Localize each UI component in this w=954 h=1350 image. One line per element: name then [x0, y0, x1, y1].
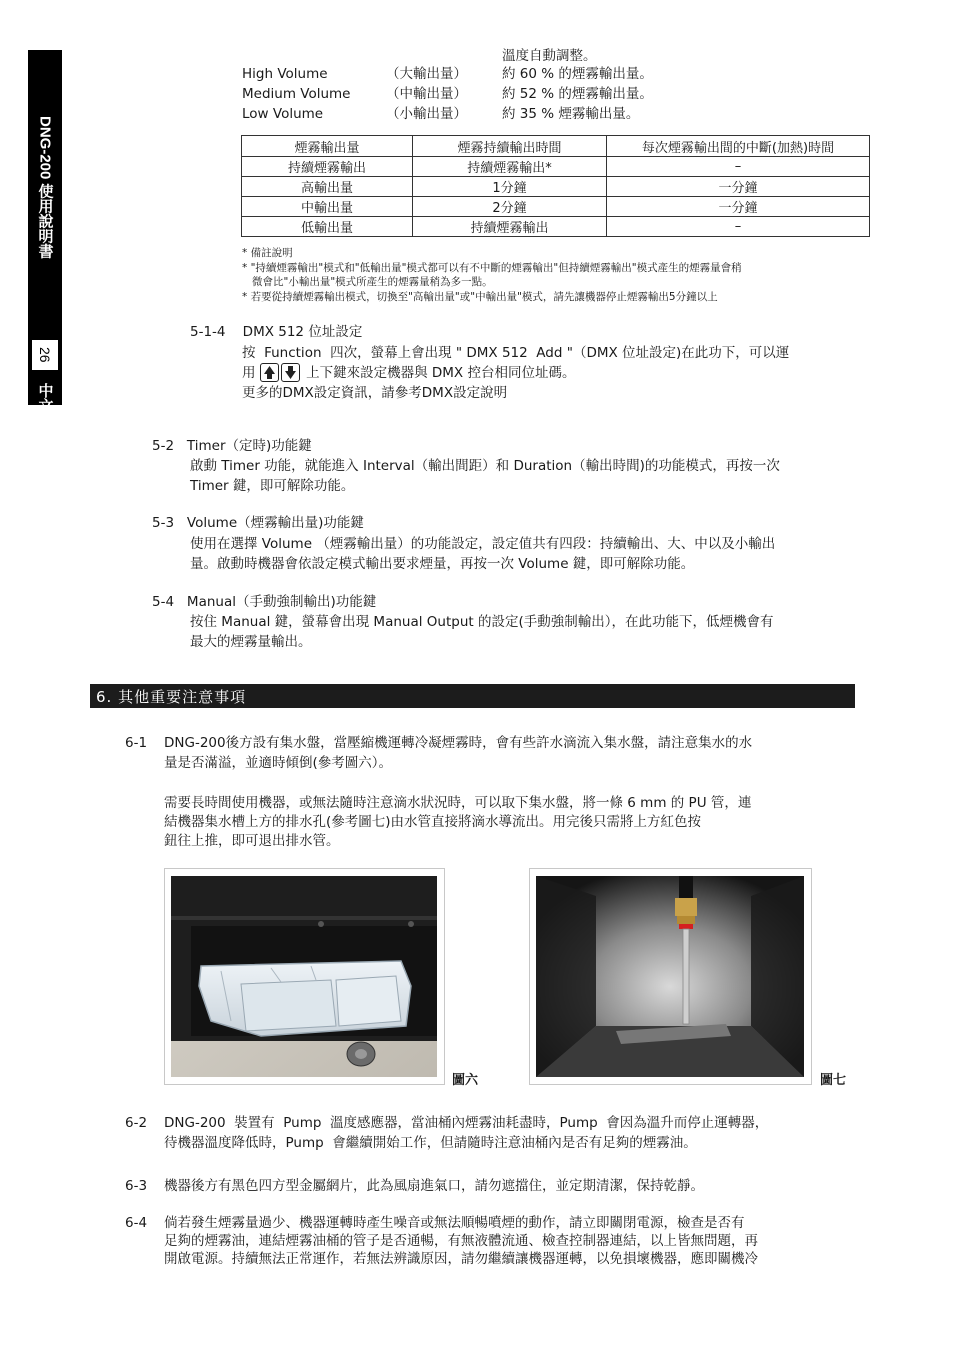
note-line: * 若要從持續煙霧輸出模式，切換至"高輸出量"或"中輸出量"模式，請先讓機器停止煙霧輸出5分鐘以上: [242, 291, 718, 303]
s63-number: 6-3: [125, 1178, 148, 1194]
page-number: 26: [32, 340, 58, 370]
volume-intro: 溫度自動調整。: [502, 48, 597, 64]
table-row: [242, 197, 870, 217]
s61-number: 6-1: [125, 735, 148, 751]
table-cell: 一分鐘: [607, 177, 870, 197]
s514-line2-prefix: 用: [242, 365, 256, 381]
table-row: [242, 177, 870, 197]
table-header-row: [242, 136, 870, 157]
s61-line: DNG-200後方設有集水盤，當壓縮機運轉冷凝煙霧時，會有些許水滴流入集水盤，請注意集水的水: [164, 735, 753, 751]
s61-extra-line: 鈕往上推，即可退出排水管。: [164, 833, 340, 849]
figure-7-label: 圖七: [820, 1073, 847, 1088]
drain-hole-photo-icon: [536, 876, 804, 1077]
s52-line: Timer 鍵，即可解除功能。: [190, 478, 355, 494]
table-header: 每次煙霧輸出間的中斷(加熱)時間: [607, 136, 870, 157]
volume-high-cn: （大輸出量）: [386, 66, 467, 82]
table-cell: 高輸出量: [242, 177, 413, 197]
section-6-header: [90, 684, 855, 708]
volume-medium-name: Medium Volume: [242, 86, 351, 102]
table-cell: 持續煙霧輸出*: [413, 157, 607, 177]
volume-low-desc: 約 35 % 煙霧輸出量。: [502, 106, 640, 122]
table-cell: 低輸出量: [242, 217, 413, 237]
table-cell: 1分鐘: [413, 177, 607, 197]
note-line: * 備註說明: [242, 247, 293, 259]
s52-heading: 5-2 Timer（定時)功能鍵: [152, 438, 312, 454]
note-line: * "持續煙霧輸出"模式和"低輸出量"模式都可以有不中斷的煙霧輸出"但持續煙霧輸出"模式產生的煙霧量會稍: [242, 262, 742, 274]
figure-6-label: 圖六: [452, 1073, 479, 1088]
table-header: 煙霧輸出量: [242, 136, 413, 157]
s514-line2: [242, 363, 575, 383]
s61-extra-line: 需要長時間使用機器，或無法隨時注意滴水狀況時，可以取下集水盤，將一條 6 mm 的 PU 管，連: [164, 795, 752, 811]
volume-high-name: High Volume: [242, 66, 328, 82]
table-row: [242, 217, 870, 237]
s64-line: 開啟電源。持續無法正常運作，若無法辨識原因，請勿繼續讓機器運轉，以免損壞機器，應即關機冷: [164, 1251, 758, 1267]
side-tab: [28, 50, 62, 413]
volume-medium-desc: 約 52 % 的煙霧輸出量。: [502, 86, 653, 102]
table-row: [242, 157, 870, 177]
table-cell: 持續煙霧輸出: [413, 217, 607, 237]
s64-line: 足夠的煙霧油，連結煙霧油桶的管子是否通暢，有無液體流通、檢查控制器連結，以上皆無問題，再: [164, 1233, 758, 1249]
s54-line: 最大的煙霧量輸出。: [190, 634, 312, 650]
s61-extra-line: 結機器集水槽上方的排水孔(參考圖七)由水管直接將滴水導流出。用完後只需將上方紅色按: [164, 814, 702, 830]
s54-heading: 5-4 Manual（手動強制輸出)功能鍵: [152, 594, 377, 610]
table-cell: –: [607, 217, 870, 237]
volume-low-cn: （小輸出量）: [386, 106, 467, 122]
s63-line: 機器後方有黑色四方型金屬網片，此為風扇進氣口，請勿遮擋住，並定期清潔，保持乾靜。: [164, 1178, 704, 1194]
figure-7-frame: [529, 868, 847, 1088]
volume-high-desc: 約 60 % 的煙霧輸出量。: [502, 66, 653, 82]
volume-table: [241, 135, 870, 237]
table-cell: 持續煙霧輸出: [242, 157, 413, 177]
s62-line: 待機器溫度降低時，Pump 會繼續開始工作，但請隨時注意油桶內是否有足夠的煙霧油。: [164, 1135, 697, 1151]
s64-number: 6-4: [125, 1215, 148, 1231]
volume-medium-cn: （中輸出量）: [386, 86, 467, 102]
section-6-title: 6. 其他重要注意事項: [96, 688, 247, 706]
note-line: 微會比"小輸出量"模式所產生的煙霧量稍為多一點。: [242, 276, 493, 288]
s54-line: 按住 Manual 鍵，螢幕會出現 Manual Output 的設定(手動強制輸出），在此功能下，低煙機會有: [190, 614, 774, 630]
table-cell: 中輸出量: [242, 197, 413, 217]
drip-tray-photo-icon: [171, 876, 437, 1077]
s514-line1: 按 Function 四次，螢幕上會出現 " DMX 512 Add "（DMX 位址設定)在此功下，可以運: [242, 345, 790, 361]
figure-6-frame: [164, 868, 479, 1088]
s53-heading: 5-3 Volume（煙霧輸出量)功能鍵: [152, 515, 364, 531]
table-cell: 一分鐘: [607, 197, 870, 217]
down-key-icon: [281, 363, 300, 382]
table-cell: 2分鐘: [413, 197, 607, 217]
s53-line: 使用在選擇 Volume （煙霧輸出量）的功能設定，設定值共有四段：持續輸出、大、中以及小輸出: [190, 536, 776, 552]
up-key-icon: [260, 363, 279, 382]
s64-line: 倘若發生煙霧量過少、機器運轉時產生噪音或無法順暢噴煙的動作，請立即關閉電源，檢查是否有: [164, 1215, 745, 1231]
s62-number: 6-2: [125, 1115, 148, 1131]
s53-line: 量。啟動時機器會依設定模式輸出要求煙量，再按一次 Volume 鍵，即可解除功能。: [190, 556, 695, 572]
manual-title: DNG-200 使用說明書: [36, 115, 54, 259]
s62-line: DNG-200 裝置有 Pump 溫度感應器，當油桶內煙霧油耗盡時，Pump 會因為溫升而停止運轉器，: [164, 1115, 769, 1131]
s514-heading: 5-1-4 DMX 512 位址設定: [190, 324, 363, 340]
table-header: 煙霧持續輸出時間: [413, 136, 607, 157]
table-cell: –: [607, 157, 870, 177]
volume-low-name: Low Volume: [242, 106, 324, 122]
language-label: 中文: [36, 383, 54, 413]
s52-line: 啟動 Timer 功能，就能進入 Interval（輸出間距）和 Duration（輸出時間)的功能模式，再按一次: [190, 458, 780, 474]
s514-line3: 更多的DMX設定資訊，請參考DMX設定說明: [242, 385, 508, 401]
s61-line: 量是否滿溢，並適時傾倒(參考圖六）。: [164, 755, 393, 771]
s514-line2-suffix: 上下鍵來設定機器與 DMX 控台相同位址碼。: [306, 365, 576, 381]
